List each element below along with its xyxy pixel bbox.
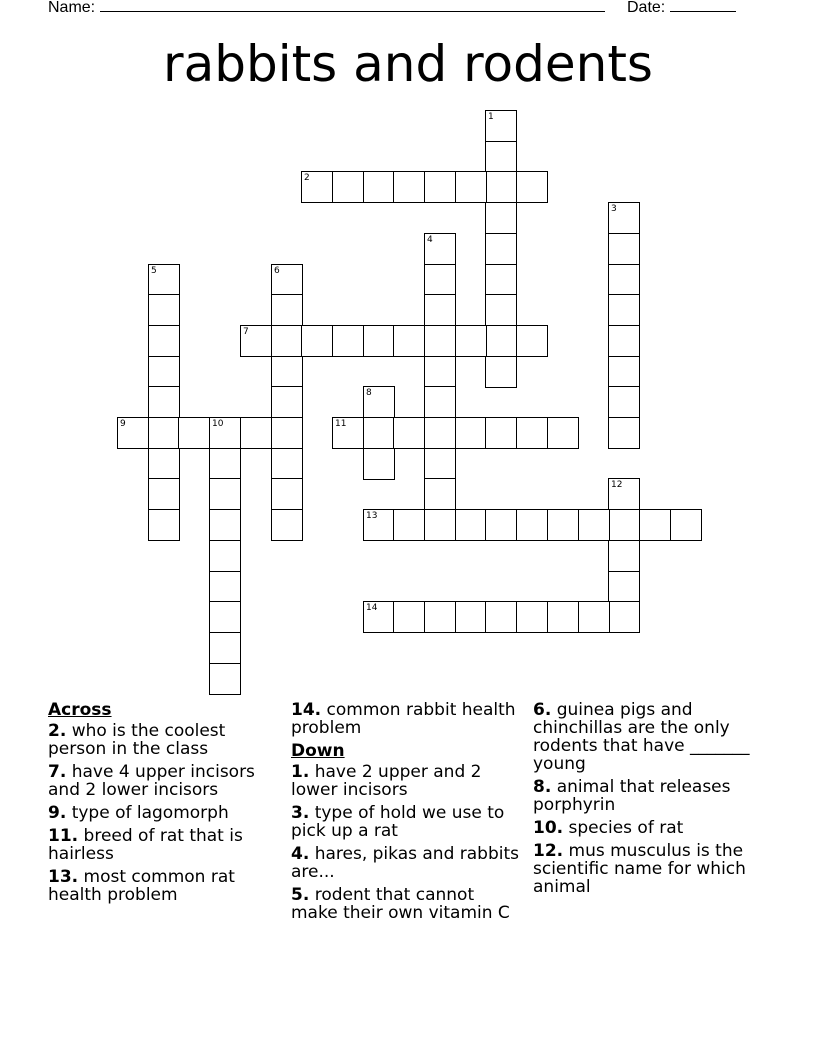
clue-down-10 bbox=[533, 819, 773, 837]
grid-cell[interactable] bbox=[363, 509, 395, 541]
clue-across-11 bbox=[48, 827, 280, 863]
grid-cell[interactable] bbox=[393, 325, 425, 357]
grid-cell[interactable] bbox=[485, 509, 517, 541]
clue-number: 14. bbox=[291, 700, 322, 720]
grid-cell[interactable] bbox=[209, 540, 241, 572]
grid-cell[interactable] bbox=[209, 448, 241, 480]
clue-number: 1. bbox=[291, 762, 310, 782]
clue-number: 5. bbox=[291, 885, 310, 905]
clue-number: 4. bbox=[291, 844, 310, 864]
grid-cell[interactable] bbox=[271, 294, 303, 326]
grid-cell[interactable] bbox=[547, 601, 579, 633]
grid-cell[interactable] bbox=[516, 171, 548, 203]
grid-cell[interactable] bbox=[485, 171, 517, 203]
grid-cell[interactable] bbox=[271, 509, 303, 541]
grid-cell[interactable] bbox=[148, 264, 180, 296]
grid-cell[interactable] bbox=[363, 386, 395, 418]
cell-number: 12 bbox=[611, 480, 623, 490]
cell-number: 9 bbox=[120, 419, 126, 429]
grid-cell[interactable] bbox=[608, 540, 640, 572]
clue-text: type of hold we use to pick up a rat bbox=[291, 803, 505, 841]
grid-cell[interactable] bbox=[424, 325, 456, 357]
grid-cell[interactable] bbox=[209, 509, 241, 541]
grid-cell[interactable] bbox=[608, 202, 640, 234]
cell-number: 13 bbox=[366, 511, 378, 521]
grid-cell[interactable] bbox=[485, 264, 517, 296]
grid-cell[interactable] bbox=[424, 233, 456, 265]
grid-cell[interactable] bbox=[209, 663, 241, 695]
grid-cell[interactable] bbox=[209, 632, 241, 664]
clue-text: common rabbit health problem bbox=[291, 700, 516, 738]
grid-cell[interactable] bbox=[578, 509, 610, 541]
grid-cell[interactable] bbox=[301, 171, 333, 203]
grid-cell[interactable] bbox=[608, 294, 640, 326]
grid-cell[interactable] bbox=[485, 141, 517, 173]
cell-number: 1 bbox=[488, 112, 494, 122]
clue-column-1 bbox=[48, 701, 280, 909]
clue-down-12 bbox=[533, 842, 773, 896]
clue-text: breed of rat that is hairless bbox=[48, 826, 243, 864]
grid-cell[interactable] bbox=[271, 386, 303, 418]
grid-cell[interactable] bbox=[148, 356, 180, 388]
grid-cell[interactable] bbox=[271, 417, 303, 449]
grid-cell[interactable] bbox=[424, 294, 456, 326]
grid-cell[interactable] bbox=[608, 264, 640, 296]
grid-cell[interactable] bbox=[363, 325, 395, 357]
grid-cell[interactable] bbox=[455, 325, 487, 357]
clue-number: 12. bbox=[533, 841, 564, 861]
down-heading: Down bbox=[291, 741, 345, 761]
grid-cell[interactable] bbox=[547, 509, 579, 541]
clue-across-13 bbox=[48, 868, 280, 904]
grid-cell[interactable] bbox=[608, 601, 640, 633]
clue-text: have 2 upper and 2 lower incisors bbox=[291, 762, 482, 800]
clue-number: 9. bbox=[48, 803, 67, 823]
date-label: Date: bbox=[627, 0, 666, 16]
grid-cell[interactable] bbox=[363, 601, 395, 633]
grid-cell[interactable] bbox=[485, 325, 517, 357]
clue-number: 10. bbox=[533, 818, 564, 838]
cell-number: 10 bbox=[212, 419, 224, 429]
grid-cell[interactable] bbox=[148, 509, 180, 541]
grid-cell[interactable] bbox=[485, 233, 517, 265]
grid-cell[interactable] bbox=[332, 325, 364, 357]
grid-cell[interactable] bbox=[516, 325, 548, 357]
grid-cell[interactable] bbox=[485, 110, 517, 142]
grid-cell[interactable] bbox=[271, 356, 303, 388]
grid-cell[interactable] bbox=[424, 264, 456, 296]
grid-cell[interactable] bbox=[578, 601, 610, 633]
grid-cell[interactable] bbox=[363, 171, 395, 203]
clue-down-4 bbox=[291, 845, 523, 881]
grid-cell[interactable] bbox=[608, 356, 640, 388]
grid-cell[interactable] bbox=[178, 417, 210, 449]
grid-cell[interactable] bbox=[608, 417, 640, 449]
clue-down-1 bbox=[291, 763, 523, 799]
clue-text: have 4 upper incisors and 2 lower incisors bbox=[48, 762, 255, 800]
clue-text: hares, pikas and rabbits are... bbox=[291, 844, 519, 882]
grid-cell[interactable] bbox=[209, 601, 241, 633]
grid-cell[interactable] bbox=[209, 417, 241, 449]
grid-cell[interactable] bbox=[393, 601, 425, 633]
grid-cell[interactable] bbox=[424, 171, 456, 203]
grid-cell[interactable] bbox=[639, 509, 671, 541]
clue-number: 3. bbox=[291, 803, 310, 823]
grid-cell[interactable] bbox=[608, 386, 640, 418]
grid-cell[interactable] bbox=[424, 386, 456, 418]
clue-text: mus musculus is the scientific name for which animal bbox=[533, 841, 746, 897]
clue-down-8 bbox=[533, 778, 773, 814]
grid-cell[interactable] bbox=[608, 233, 640, 265]
grid-cell[interactable] bbox=[271, 325, 303, 357]
grid-cell[interactable] bbox=[455, 601, 487, 633]
cell-number: 11 bbox=[335, 419, 347, 429]
grid-cell[interactable] bbox=[516, 417, 548, 449]
clue-number: 6. bbox=[533, 700, 552, 720]
grid-cell[interactable] bbox=[455, 509, 487, 541]
cell-number: 7 bbox=[243, 327, 249, 337]
clue-text: type of lagomorph bbox=[71, 803, 229, 823]
grid-cell[interactable] bbox=[148, 417, 180, 449]
grid-cell[interactable] bbox=[424, 356, 456, 388]
cell-number: 5 bbox=[151, 266, 157, 276]
grid-cell[interactable] bbox=[485, 294, 517, 326]
grid-cell[interactable] bbox=[148, 448, 180, 480]
grid-cell[interactable] bbox=[424, 601, 456, 633]
grid-cell[interactable] bbox=[547, 417, 579, 449]
grid-cell[interactable] bbox=[485, 417, 517, 449]
grid-cell[interactable] bbox=[485, 601, 517, 633]
grid-cell[interactable] bbox=[516, 601, 548, 633]
grid-cell[interactable] bbox=[424, 478, 456, 510]
grid-cell[interactable] bbox=[271, 448, 303, 480]
grid-cell[interactable] bbox=[393, 171, 425, 203]
clue-number: 11. bbox=[48, 826, 79, 846]
grid-cell[interactable] bbox=[455, 171, 487, 203]
grid-cell[interactable] bbox=[301, 325, 333, 357]
cell-number: 8 bbox=[366, 388, 372, 398]
grid-cell[interactable] bbox=[608, 571, 640, 603]
cell-number: 6 bbox=[274, 266, 280, 276]
clue-number: 7. bbox=[48, 762, 67, 782]
grid-cell[interactable] bbox=[271, 478, 303, 510]
clue-text: animal that releases porphyrin bbox=[533, 777, 731, 815]
page-title: rabbits and rodents bbox=[163, 35, 653, 93]
grid-cell[interactable] bbox=[393, 509, 425, 541]
clue-number: 2. bbox=[48, 721, 67, 741]
clue-text: who is the coolest person in the class bbox=[48, 721, 226, 759]
clue-down-3 bbox=[291, 804, 523, 840]
grid-cell[interactable] bbox=[516, 509, 548, 541]
grid-cell[interactable] bbox=[670, 509, 702, 541]
grid-cell[interactable] bbox=[485, 202, 517, 234]
grid-cell[interactable] bbox=[424, 417, 456, 449]
clue-across-2 bbox=[48, 722, 280, 758]
grid-cell[interactable] bbox=[424, 509, 456, 541]
grid-cell[interactable] bbox=[271, 264, 303, 296]
grid-cell[interactable] bbox=[209, 478, 241, 510]
grid-cell[interactable] bbox=[240, 417, 272, 449]
grid-cell[interactable] bbox=[363, 417, 395, 449]
grid-cell[interactable] bbox=[608, 325, 640, 357]
grid-cell[interactable] bbox=[455, 417, 487, 449]
across-heading: Across bbox=[48, 700, 112, 720]
clue-text: species of rat bbox=[568, 818, 684, 838]
grid-cell[interactable] bbox=[332, 417, 364, 449]
grid-cell[interactable] bbox=[240, 325, 272, 357]
grid-cell[interactable] bbox=[608, 478, 640, 510]
cell-number: 3 bbox=[611, 204, 617, 214]
clue-down-5 bbox=[291, 886, 523, 922]
clue-text: most common rat health problem bbox=[48, 867, 235, 905]
clue-column-3 bbox=[533, 701, 773, 901]
clue-column-2 bbox=[291, 701, 523, 927]
grid-cell[interactable] bbox=[332, 171, 364, 203]
cell-number: 14 bbox=[366, 603, 378, 613]
grid-cell[interactable] bbox=[148, 386, 180, 418]
clue-across-14 bbox=[291, 701, 523, 737]
grid-cell[interactable] bbox=[148, 478, 180, 510]
grid-cell[interactable] bbox=[363, 448, 395, 480]
cell-number: 4 bbox=[427, 235, 433, 245]
grid-cell[interactable] bbox=[209, 571, 241, 603]
grid-cell[interactable] bbox=[608, 509, 640, 541]
clue-text: rodent that cannot make their own vitamin C bbox=[291, 885, 510, 923]
grid-cell[interactable] bbox=[485, 356, 517, 388]
clue-down-6 bbox=[533, 701, 773, 773]
clue-number: 8. bbox=[533, 777, 552, 797]
grid-cell[interactable] bbox=[424, 448, 456, 480]
name-label: Name: bbox=[48, 0, 96, 16]
grid-cell[interactable] bbox=[393, 417, 425, 449]
clue-text: guinea pigs and chinchillas are the only rodents that have _______ young bbox=[533, 700, 750, 774]
grid-cell[interactable] bbox=[117, 417, 149, 449]
grid-cell[interactable] bbox=[148, 325, 180, 357]
cell-number: 2 bbox=[304, 173, 310, 183]
grid-cell[interactable] bbox=[148, 294, 180, 326]
clue-number: 13. bbox=[48, 867, 79, 887]
clue-across-7 bbox=[48, 763, 280, 799]
clue-across-9 bbox=[48, 804, 280, 822]
